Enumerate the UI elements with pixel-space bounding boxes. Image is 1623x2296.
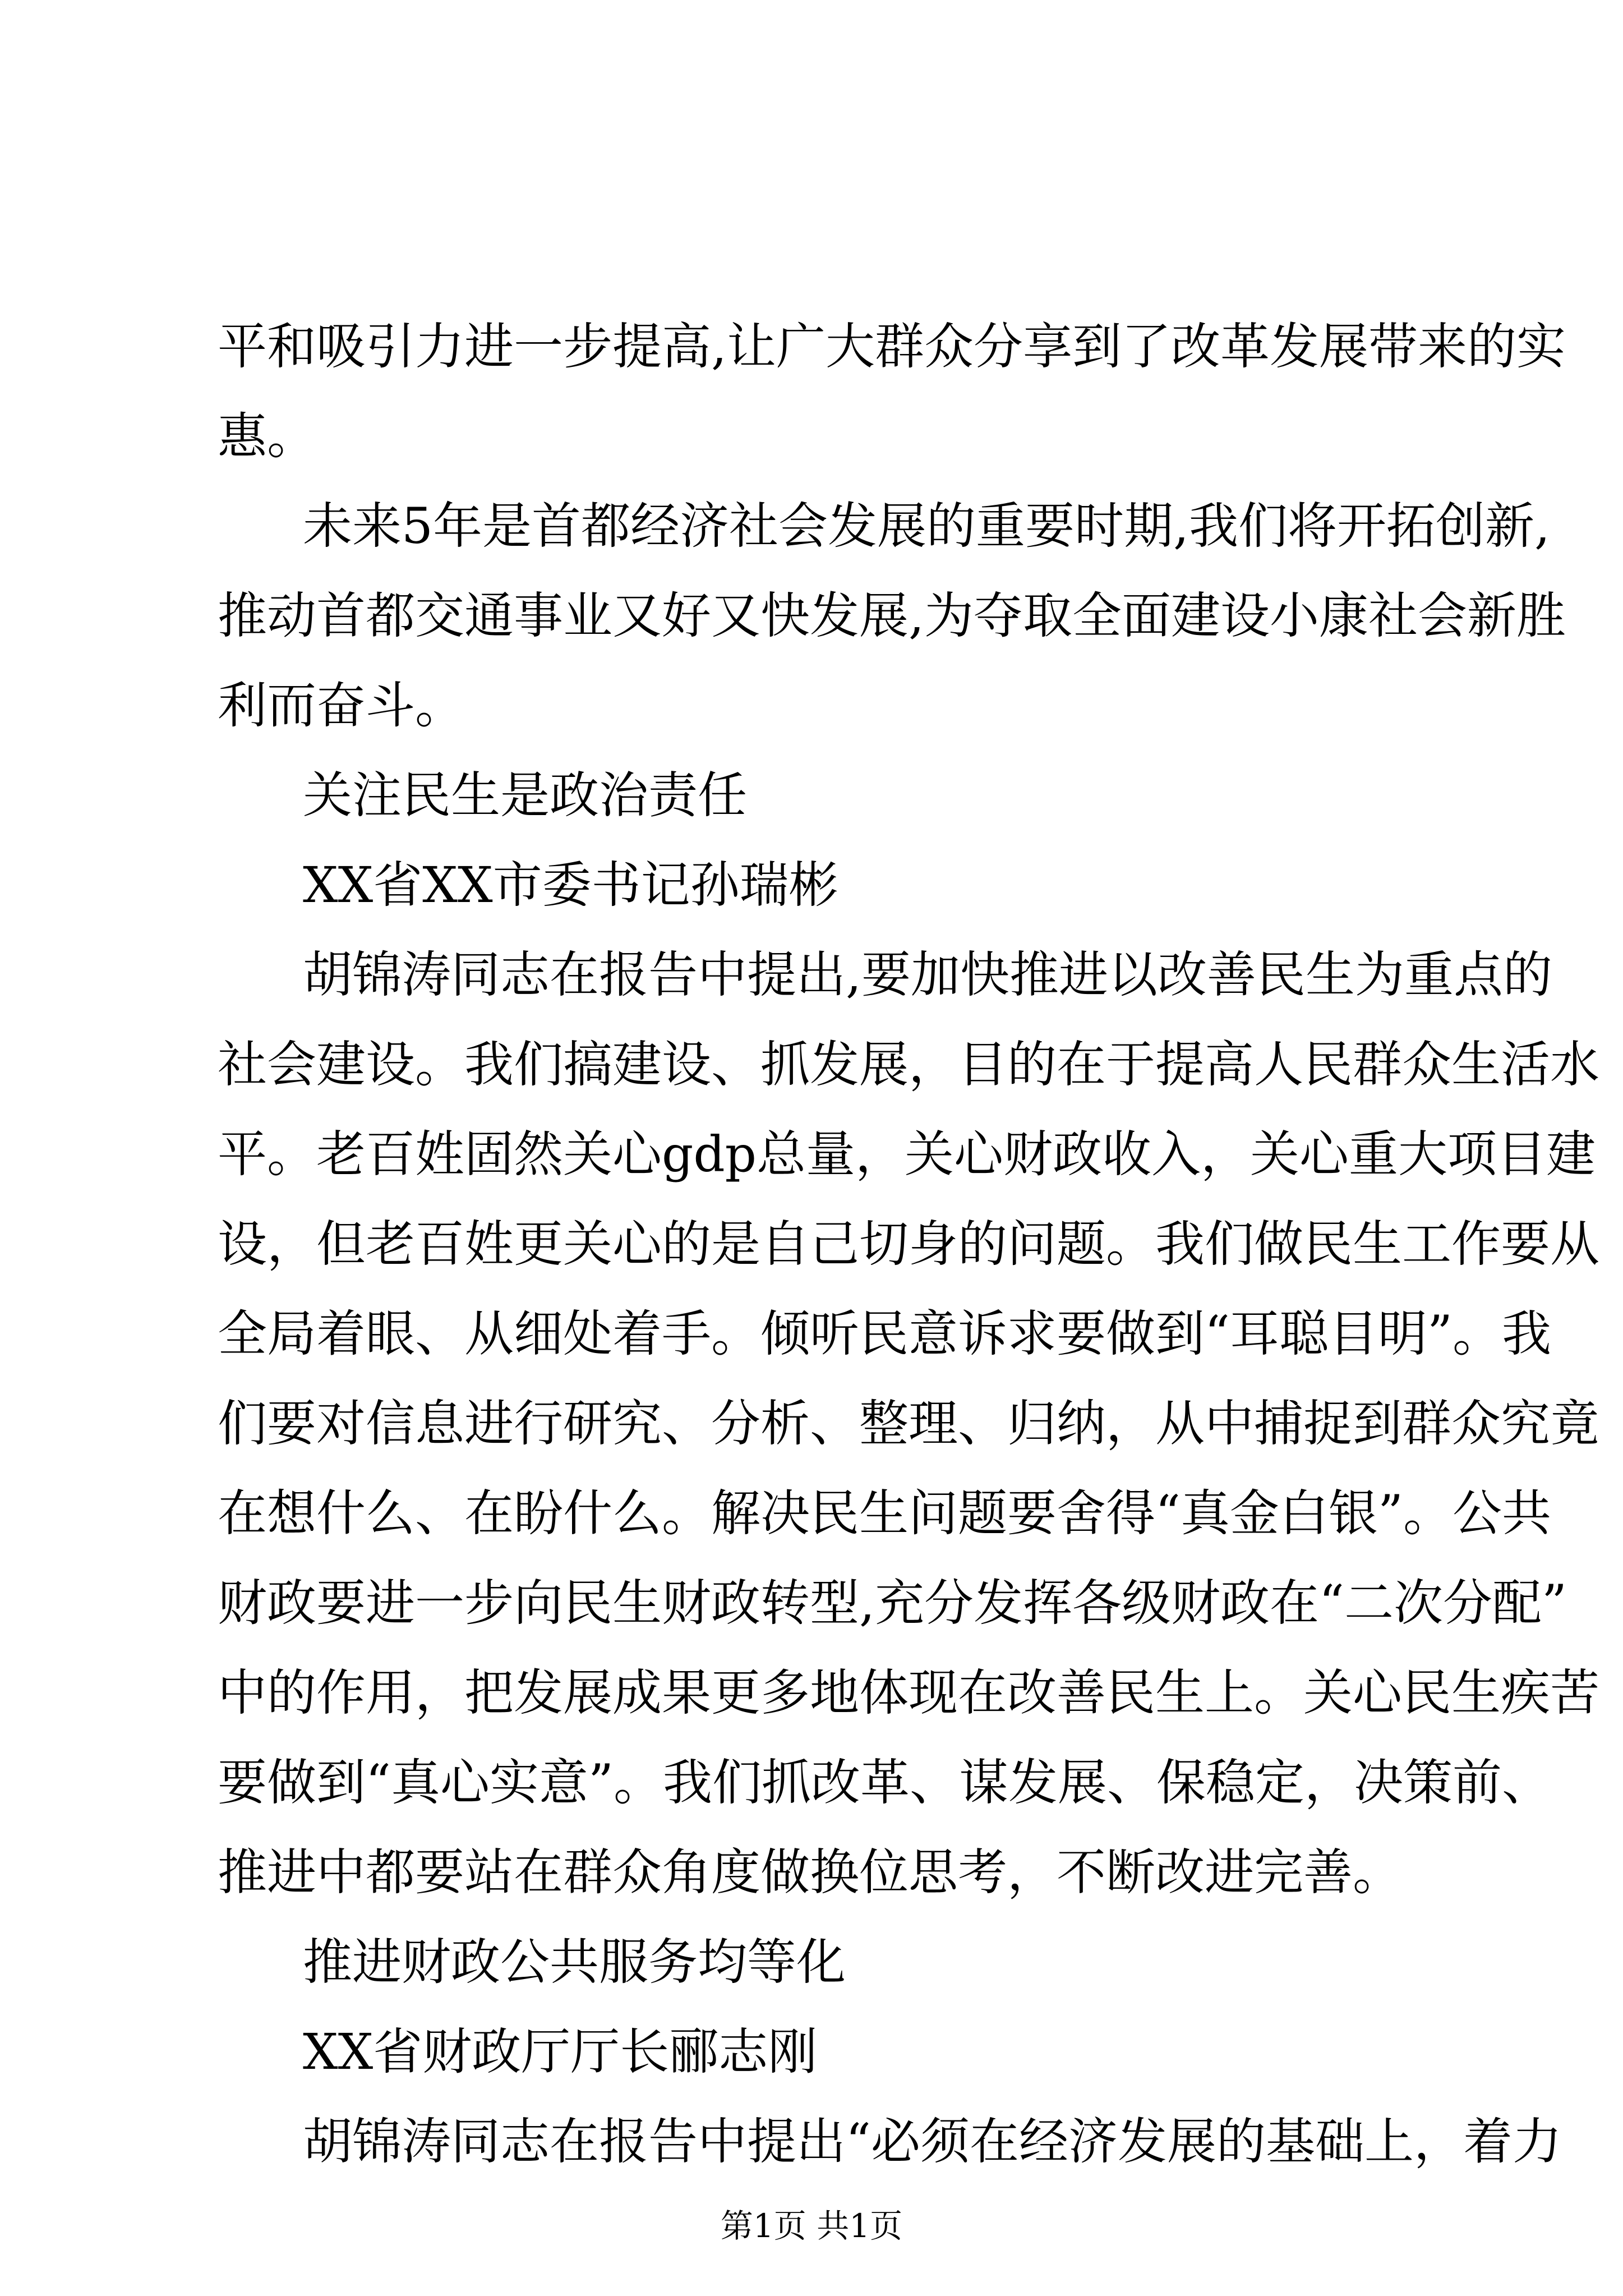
page-footer: 第1页 共1页 — [720, 2207, 903, 2245]
text-line: 胡锦涛同志在报告中提出,要加快推进以改善民生为重点的 — [303, 946, 1552, 1004]
paragraph-line — [0, 1295, 1623, 1373]
paragraph-line — [0, 1564, 1623, 1642]
paragraph-line — [0, 1654, 1623, 1732]
paragraph-line — [0, 397, 1623, 476]
paragraph-line — [0, 1474, 1623, 1553]
text-line: 利而奋斗。 — [218, 677, 465, 734]
text-line: XX省财政厅厅长郦志刚 — [303, 2023, 818, 2081]
text-line: 平。老百姓固然关心gdp总量，关心财政收入，关心重大项目建 — [218, 1125, 1596, 1183]
text-line: 财政要进一步向民生财政转型,充分发挥各级财政在“二次分配” — [218, 1574, 1567, 1632]
text-line: 要做到“真心实意”。我们抓改革、谋发展、保稳定，决策前、 — [218, 1754, 1551, 1811]
paragraph-line — [0, 307, 1623, 386]
text-line: 未来5年是首都经济社会发展的重要时期,我们将开拓创新, — [303, 497, 1550, 555]
paragraph-line — [0, 1743, 1623, 1822]
text-line: 中的作用，把发展成果更多地体现在改善民生上。关心民生疾苦 — [218, 1664, 1600, 1722]
paragraph-line — [0, 1115, 1623, 1194]
paragraph-line — [0, 936, 1623, 1014]
text-line: 设，但老百姓更关心的是自己切身的问题。我们做民生工作要从 — [218, 1215, 1600, 1273]
text-line: 平和吸引力进一步提高,让广大群众分享到了改革发展带来的实 — [218, 318, 1566, 375]
text-line: 们要对信息进行研究、分析、整理、归纳，从中捕捉到群众究竟 — [218, 1395, 1600, 1452]
text-line: XX省XX市委书记孙瑞彬 — [303, 856, 838, 914]
section-heading — [0, 756, 1623, 835]
paragraph-line — [0, 666, 1623, 745]
paragraph-line — [0, 1384, 1623, 1463]
text-line: 推进中都要站在群众角度做换位思考，不断改进完善。 — [218, 1843, 1403, 1901]
text-line: 全局着眼、从细处着手。倾听民意诉求要做到“耳聪目明”。我 — [218, 1305, 1551, 1363]
author-line — [0, 846, 1623, 924]
text-line: 在想什么、在盼什么。解决民生问题要舍得“真金白银”。公共 — [218, 1484, 1551, 1542]
text-line: 关注民生是政治责任 — [303, 766, 748, 824]
text-line: 惠。 — [218, 407, 317, 465]
paragraph-line — [0, 1025, 1623, 1104]
author-line — [0, 2013, 1623, 2091]
paragraph-line — [0, 1833, 1623, 1912]
paragraph-line — [0, 577, 1623, 655]
paragraph-line — [0, 1205, 1623, 1283]
section-heading — [0, 1923, 1623, 2001]
text-line: 推动首都交通事业又好又快发展,为夺取全面建设小康社会新胜 — [218, 587, 1566, 645]
text-line: 推进财政公共服务均等化 — [303, 1933, 846, 1991]
text-line: 社会建设。我们搞建设、抓发展，目的在于提高人民群众生活水 — [218, 1036, 1600, 1093]
text-line: 胡锦涛同志在报告中提出“必须在经济发展的基础上，着力 — [303, 2113, 1562, 2170]
paragraph-line — [0, 487, 1623, 565]
paragraph-line — [0, 2102, 1623, 2181]
